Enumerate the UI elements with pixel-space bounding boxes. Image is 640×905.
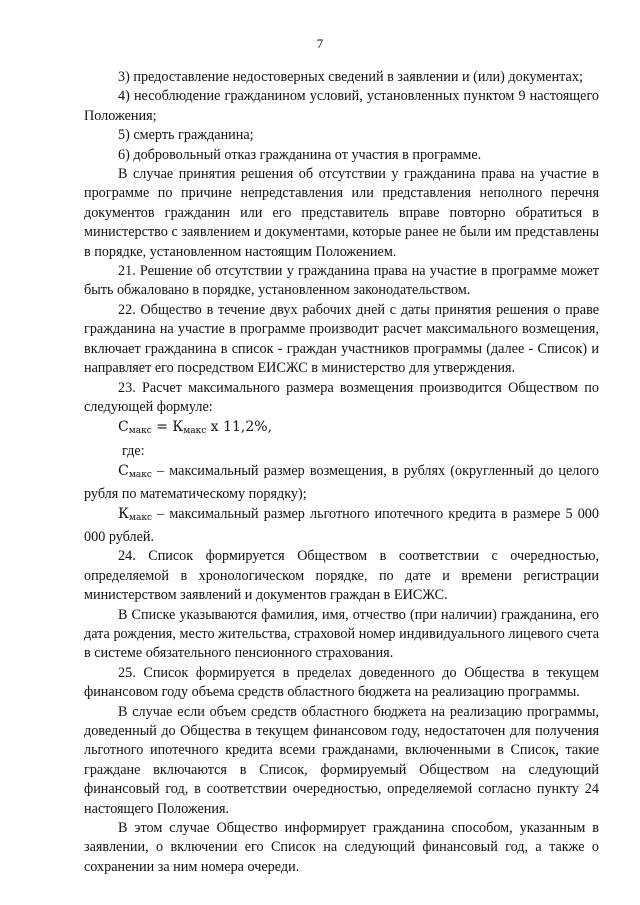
formula-where: где: <box>122 443 145 460</box>
document-body <box>84 68 599 877</box>
formula-equals: = <box>151 419 173 436</box>
paragraph-23: 23. Расчет максимального размера возмещения производится Обществом по следующей формуле: <box>84 379 599 415</box>
paragraph-24: 24. Список формируется Обществом в соответствии с очередностью, определяемой в хронологическом порядке, по дате и времени регистрации министерством заявлений и документов граждан в ЕИСЖС. <box>84 548 599 604</box>
formula <box>84 417 599 442</box>
list-item-5: 5) смерть гражданина; <box>118 127 254 144</box>
formula-k-subscript: макс <box>183 426 207 437</box>
formula-k-symbol: К <box>172 419 184 436</box>
paragraph-25-notification: В этом случае Общество информирует гражданина способом, указанным в заявлении, о включении его Список на следующий финансовый год, а также о сохранении за ним номера очереди. <box>84 820 599 875</box>
definition-c-max <box>84 462 599 505</box>
definition-k-max <box>84 505 599 548</box>
paragraph-25-insufficient-funds: В случае если объем средств областного бюджета на реализацию программы, доведенный до Общества в текущем финансовом году, недостаточен для получения льготного ипотечного кредита всеми гражданами, включенными в Список, такие граждане включаются в Список, формируемый Обществом на следующий финансовый год, в соответствии очередностью, определяемой согласно пункту 24 настоящего Положения. <box>84 703 599 817</box>
definition-c-subscript: макс <box>128 469 152 480</box>
formula-c-symbol: С <box>118 419 129 436</box>
list-item-4: 4) несоблюдение гражданином условий, установленных пунктом 9 настоящего Положения; <box>84 88 599 124</box>
definition-c-symbol: С <box>118 462 129 479</box>
definition-k-subscript: макс <box>128 512 153 523</box>
definition-c-text: – максимальный размер возмещения, в рублях (округленный до целого рубля по математическому порядку); <box>84 462 599 503</box>
list-item-6: 6) добровольный отказ гражданина от участия в программе. <box>118 146 482 163</box>
paragraph-21: 21. Решение об отсутствии у гражданина права на участие в программе может быть обжаловано в порядке, установленном законодательством. <box>84 263 599 299</box>
definition-k-symbol: К <box>118 505 129 522</box>
list-item-3: 3) предоставление недостоверных сведений в заявлении и (или) документах; <box>118 69 583 85</box>
formula-rest: х 11,2%, <box>206 419 273 436</box>
paragraph-refusal-case: В случае принятия решения об отсутствии у гражданина права на участие в программе по причине непредставления или представления неполного перечня документов гражданин или его представитель вправе повторно обратиться в министерство с заявлением и документами, которые ранее не были им представлены в порядке, установленном настоящим Положением. <box>84 166 599 260</box>
paragraph-24-list-contents: В Списке указываются фамилия, имя, отчество (при наличии) гражданина, его дата рождения, место жительства, страховой номер индивидуального лицевого счета в системе обязательного пенсионного страхования. <box>84 606 599 662</box>
paragraph-25: 25. Список формируется в пределах доведенного до Общества в текущем финансовом году объема средств областного бюджета на реализацию программы. <box>84 664 599 701</box>
paragraph-22: 22. Общество в течение двух рабочих дней с даты принятия решения о праве гражданина на участие в программе производит расчет максимального возмещения, включает гражданина в список - граждан участников программы (далее - Список) и направляет его посредством ЕИСЖС в министерство для утверждения. <box>84 301 599 377</box>
definition-k-text: – максимальный размер льготного ипотечного кредита в размере 5 000 000 рублей. <box>84 505 599 545</box>
page-number: 7 <box>316 36 324 51</box>
formula-c-subscript: макс <box>128 426 152 437</box>
